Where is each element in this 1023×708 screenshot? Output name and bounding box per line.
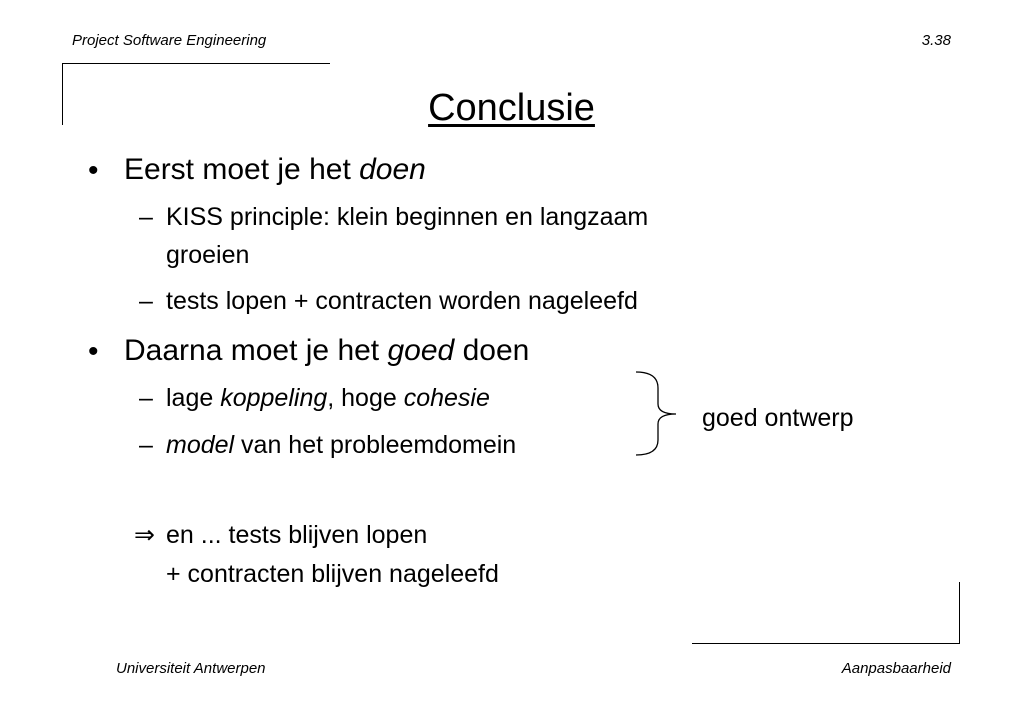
subitem-2-1-marker: – [139,384,153,412]
implies-arrow-icon: ⇒ [134,521,155,549]
subitem-1-1-line1: KISS principle: klein beginnen en langzaam [166,203,649,231]
subitem-2-1-text: lage koppeling, hoge cohesie [166,384,490,412]
subitem-1-2-text: tests lopen + contracten worden nageleefd [166,287,638,315]
bullet-1-text: Eerst moet je het doen [124,153,426,186]
subitem-1-2-marker: – [139,287,153,315]
subitem-1-1-marker: – [139,203,153,231]
footer-topic: Aanpasbaarheid [841,660,951,677]
conclusion-line2: + contracten blijven nageleefd [166,560,499,588]
bullet-2-text: Daarna moet je het goed doen [124,334,530,367]
footer-university: Universiteit Antwerpen [116,660,266,677]
subitem-2-2-text: model van het probleemdomein [166,431,517,459]
conclusion-line1: en ... tests blijven lopen [166,521,428,549]
subitem-1-1-line2: groeien [166,241,250,269]
subitem-2-2-marker: – [139,431,153,459]
slide-title: Conclusie [428,87,595,129]
bullet-1-marker: • [88,154,99,187]
course-title: Project Software Engineering [72,32,267,49]
bullet-2-marker: • [88,335,99,368]
slide-number: 3.38 [921,32,951,49]
brace-label: goed ontwerp [702,404,854,432]
